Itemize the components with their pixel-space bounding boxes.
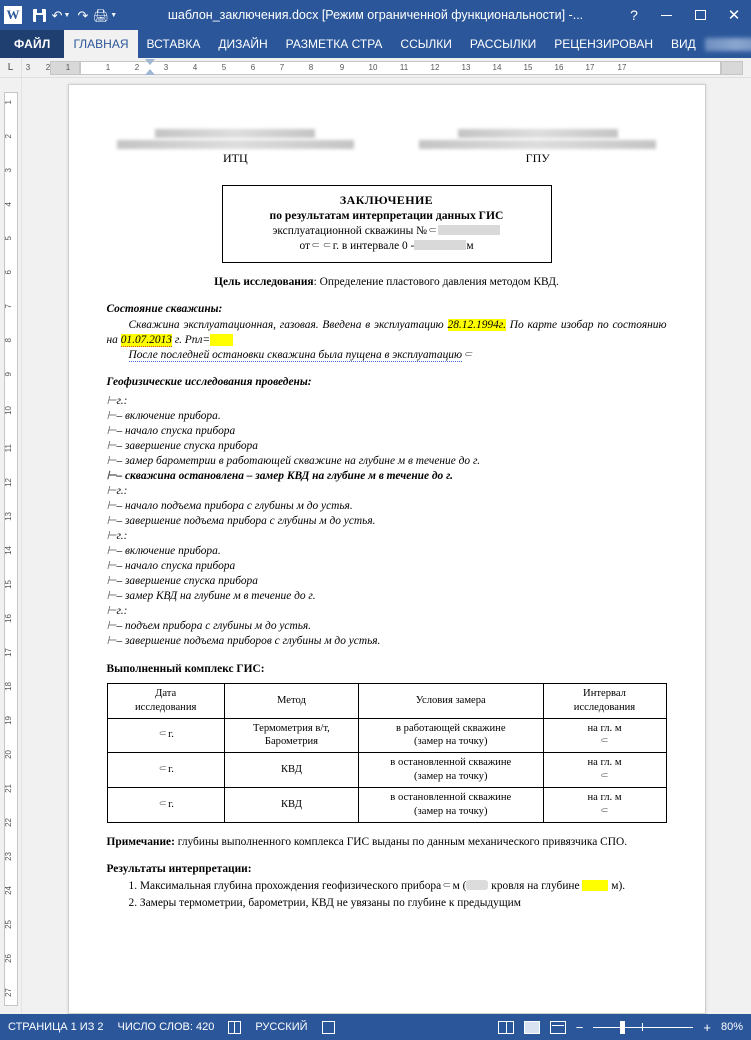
word-count[interactable]: ЧИСЛО СЛОВ: 420 xyxy=(117,1021,215,1033)
ruler-tick: 8 xyxy=(308,63,314,72)
conclusion-box xyxy=(222,185,552,264)
vruler-tick: 20 xyxy=(4,750,13,759)
vruler-tick: 13 xyxy=(4,512,13,521)
document-canvas[interactable] xyxy=(22,78,751,1014)
col-method: Метод xyxy=(224,683,358,718)
tab-review[interactable]: РЕЦЕНЗИРОВАН xyxy=(554,37,654,51)
redacted-well-number xyxy=(438,225,500,235)
vruler-tick: 27 xyxy=(4,988,13,997)
col-date: Дата исследования xyxy=(107,683,224,718)
result-1-text-b: м ( xyxy=(452,880,467,893)
redo-icon[interactable]: ↷ xyxy=(77,7,89,23)
list-item: ⊢г.: xyxy=(106,394,128,407)
print-preview-icon[interactable]: 🖨 ▼ xyxy=(92,7,118,23)
first-line-indent-marker[interactable] xyxy=(145,59,155,65)
cell-interval: на гл. м ⸦ xyxy=(543,753,666,788)
vertical-ruler[interactable] xyxy=(0,78,22,1014)
vruler-tick: 3 xyxy=(4,168,13,173)
account-area xyxy=(705,30,751,58)
note-text: глубины выполненного комплекса ГИС выданы по данным механического привязчика СПО. xyxy=(174,836,628,849)
vruler-tick: 23 xyxy=(4,852,13,861)
ruler-tick: 3 xyxy=(25,63,31,72)
cell-conditions: в работающей скважине (замер на точку) xyxy=(359,718,543,753)
save-icon[interactable] xyxy=(28,3,50,27)
well-state-heading: Состояние скважины: xyxy=(106,303,223,316)
list-item: ⊢– завершение спуска прибора xyxy=(106,575,258,588)
result-1-text-d: м). xyxy=(611,880,626,893)
word-app-icon[interactable]: W xyxy=(0,0,26,30)
note-paragraph xyxy=(107,835,667,850)
list-item: ⊢– начало спуска прибора xyxy=(106,424,236,437)
ruler-tick: 2 xyxy=(45,63,51,72)
vruler-tick: 5 xyxy=(4,236,13,241)
ruler-tick: 15 xyxy=(523,63,533,72)
vruler-tick: 25 xyxy=(4,920,13,929)
document-body xyxy=(0,78,751,1014)
vruler-tick: 11 xyxy=(4,444,13,453)
minimize-button[interactable] xyxy=(649,0,683,30)
tab-insert[interactable]: ВСТАВКА xyxy=(146,37,201,51)
zoom-slider[interactable] xyxy=(593,1021,693,1033)
ruler-tick: 17 xyxy=(617,63,627,72)
field-mark xyxy=(427,225,438,237)
header-left-label: ИТЦ xyxy=(222,151,248,165)
header-right-label: ГПУ xyxy=(525,151,550,165)
list-item: ⊢– замер барометрии в работающей скважине на глубине м в течение до г. xyxy=(106,454,481,467)
tab-stop-selector[interactable]: L xyxy=(0,58,22,77)
state-text-b: По карте изобар по состоянию на xyxy=(106,318,667,346)
col-conditions: Условия замера xyxy=(359,683,543,718)
tab-design[interactable]: ДИЗАЙН xyxy=(218,37,268,51)
close-button[interactable]: ✕ xyxy=(727,6,741,24)
cell-date: ⸦ г. xyxy=(107,753,224,788)
vruler-tick: 10 xyxy=(4,406,13,415)
list-item: ⊢– замер КВД на глубине м в течение до г. xyxy=(106,590,316,603)
from-label: от xyxy=(299,240,310,253)
cell-conditions: в остановленной скважине (замер на точку) xyxy=(359,788,543,823)
vruler-tick: 16 xyxy=(4,614,13,623)
redacted-text xyxy=(117,140,354,149)
interval-label: г. в интервале 0 - xyxy=(332,240,415,253)
read-mode-button[interactable] xyxy=(498,1021,514,1034)
cell-method: КВД xyxy=(224,753,358,788)
col-interval: Интервал исследования xyxy=(543,683,666,718)
well-label: эксплуатационной скважины № xyxy=(272,224,428,237)
highlight-date-1: 28.12.1994г. xyxy=(447,318,506,331)
vruler-tick: 19 xyxy=(4,716,13,725)
tab-file[interactable]: ФАЙЛ xyxy=(0,30,64,58)
vruler-tick: 9 xyxy=(4,372,13,377)
vruler-tick: 4 xyxy=(4,202,13,207)
window-title: шаблон_заключения.docx [Режим ограниченной функциональности] -... xyxy=(167,8,584,22)
list-item: ⊢– завершение подъема прибора с глубины м до устья. xyxy=(106,515,376,528)
list-item: ⊢– начало спуска прибора xyxy=(106,560,236,573)
ruler-tick: 9 xyxy=(339,63,345,72)
highlight-pressure-value xyxy=(210,334,233,346)
tab-page-layout[interactable]: РАЗМЕТКА СТРА xyxy=(285,37,383,51)
ruler-tick: 17 xyxy=(585,63,595,72)
list-item: ⊢– завершение подъема приборов с глубины м до устья. xyxy=(106,635,381,648)
ruler-tick: 6 xyxy=(250,63,256,72)
highlight-date-2: 01.07.2013 xyxy=(120,333,172,346)
goal-text: : Определение пластового давления методом КВД. xyxy=(313,276,559,289)
vruler-tick: 1 xyxy=(4,100,13,105)
ruler-row xyxy=(0,58,751,78)
cell-interval: на гл. м ⸦ xyxy=(543,788,666,823)
geophysics-heading: Геофизические исследования проведены: xyxy=(106,375,312,388)
list-item: ⊢г.: xyxy=(106,530,128,543)
status-bar xyxy=(0,1014,751,1040)
maximize-button[interactable] xyxy=(683,0,717,30)
document-header-row xyxy=(107,129,667,167)
tab-references[interactable]: ССЫЛКИ xyxy=(400,37,452,51)
list-item: ⊢– включение прибора. xyxy=(106,545,221,558)
ruler-tick: 10 xyxy=(368,63,378,72)
list-item: ⊢г.: xyxy=(106,485,128,497)
ruler-tick: 14 xyxy=(492,63,502,72)
note-label: Примечание: xyxy=(106,836,175,849)
table-row xyxy=(107,788,666,823)
ruler-tick: 1 xyxy=(65,63,71,72)
ruler-tick: 12 xyxy=(430,63,440,72)
table-row xyxy=(107,753,666,788)
list-item: ⊢г.: xyxy=(106,605,128,618)
ruler-tick: 11 xyxy=(399,63,409,72)
redacted-depth xyxy=(414,240,466,250)
gis-complex-heading: Выполненный комплекс ГИС: xyxy=(106,662,265,675)
list-item: ⊢– подъем прибора с глубины м до устья. xyxy=(106,620,312,633)
geophysics-bullet-list xyxy=(107,394,667,650)
cell-method: КВД xyxy=(224,788,358,823)
redacted-text xyxy=(419,140,656,149)
vruler-tick: 24 xyxy=(4,886,13,895)
well-state-paragraph-2 xyxy=(107,348,667,363)
hanging-indent-marker[interactable] xyxy=(145,69,155,75)
ruler-tick: 5 xyxy=(221,63,227,72)
list-item: ⊢– завершение спуска прибора xyxy=(106,439,258,452)
quick-access-toolbar xyxy=(26,0,116,30)
ruler-tick: 13 xyxy=(461,63,471,72)
zoom-in-button[interactable]: + xyxy=(703,1019,711,1035)
vruler-tick: 17 xyxy=(4,648,13,657)
result-1-text-c: кровля на глубине xyxy=(491,880,580,893)
results-heading: Результаты интерпретации: xyxy=(106,863,252,876)
tab-mailings[interactable]: РАССЫЛКИ xyxy=(469,37,537,51)
vruler-tick: 8 xyxy=(4,338,13,343)
result-item-2: 2. Замеры термометрии, барометрии, КВД не увязаны по глубине к предыдущим xyxy=(128,897,521,910)
conclusion-subtitle: по результатам интерпретации данных ГИС xyxy=(269,209,504,223)
ruler-tick: 1 xyxy=(105,63,111,72)
cell-conditions: в остановленной скважине (замер на точку) xyxy=(359,753,543,788)
status-right-group xyxy=(498,1021,743,1034)
vruler-tick: 21 xyxy=(4,784,13,793)
gis-table xyxy=(107,683,667,824)
cell-method: Термометрия в/т, Барометрия xyxy=(224,718,358,753)
goal-label: Цель исследования xyxy=(214,276,314,289)
ribbon-tab-bar xyxy=(0,30,751,58)
undo-icon[interactable]: ↶ ▼ xyxy=(51,7,71,23)
account-name-redacted xyxy=(705,38,751,51)
cell-date: ⸦ г. xyxy=(107,718,224,753)
field-mark xyxy=(310,240,321,252)
redacted-value xyxy=(466,880,488,890)
ruler-tick: 16 xyxy=(554,63,564,72)
conclusion-title: ЗАКЛЮЧЕНИЕ xyxy=(339,192,434,207)
zoom-out-button[interactable]: − xyxy=(575,1019,584,1035)
field-mark xyxy=(321,240,332,252)
cell-date: ⸦ г. xyxy=(107,788,224,823)
conclusion-well-line xyxy=(231,224,543,239)
ruler-tick: 4 xyxy=(192,63,198,72)
horizontal-ruler[interactable] xyxy=(22,58,751,77)
meters-label: м xyxy=(466,240,474,253)
document-page[interactable] xyxy=(68,84,706,1014)
result-1-text-a: 1. Максимальная глубина прохождения геофизического прибора xyxy=(128,880,442,893)
vruler-tick: 26 xyxy=(4,954,13,963)
ruler-tick: 7 xyxy=(279,63,285,72)
window-controls xyxy=(619,0,751,30)
ruler-tick: 3 xyxy=(163,63,169,72)
list-item: ⊢– начало подъема прибора с глубины м до устья. xyxy=(106,500,353,513)
list-item: ⊢– включение прибора. xyxy=(106,409,221,422)
ruler-ticks xyxy=(22,61,751,75)
vruler-tick: 14 xyxy=(4,546,13,555)
list-item: ⊢– скважина остановлена – замер КВД на глубине м в течение до г. xyxy=(106,469,453,482)
vruler-tick: 7 xyxy=(4,304,13,309)
field-mark xyxy=(462,349,473,361)
web-layout-button[interactable] xyxy=(550,1021,566,1034)
header-left-block xyxy=(107,129,365,167)
vruler-tick: 2 xyxy=(4,134,13,139)
state-text-2: После последней остановки скважина была пущена в эксплуатацию xyxy=(128,348,462,361)
tab-home[interactable]: ГЛАВНАЯ xyxy=(64,30,137,58)
vruler-tick: 15 xyxy=(4,580,13,589)
tab-view[interactable]: ВИД xyxy=(671,37,696,51)
well-state-paragraph-1 xyxy=(107,318,667,348)
vruler-tick: 12 xyxy=(4,478,13,487)
redacted-text xyxy=(458,129,618,138)
macro-icon[interactable] xyxy=(322,1021,335,1034)
redacted-text xyxy=(155,129,315,138)
highlight-depth-value xyxy=(582,880,608,891)
proofing-icon[interactable] xyxy=(228,1021,241,1034)
language-indicator[interactable]: РУССКИЙ xyxy=(255,1021,308,1033)
print-layout-button[interactable] xyxy=(524,1021,540,1034)
result-item-1 xyxy=(107,879,667,894)
vruler-tick: 6 xyxy=(4,270,13,275)
vruler-tick: 18 xyxy=(4,682,13,691)
state-text-a: Скважина эксплуатационная, газовая. Введена в эксплуатацию xyxy=(128,318,448,331)
zoom-level[interactable]: 80% xyxy=(720,1021,743,1033)
conclusion-interval-line xyxy=(231,239,543,254)
help-icon[interactable]: ? xyxy=(630,7,638,23)
ruler-tick: 2 xyxy=(134,63,140,72)
vruler-tick: 22 xyxy=(4,818,13,827)
cell-interval: на гл. м ⸦ xyxy=(543,718,666,753)
goal-line xyxy=(107,275,667,290)
page-indicator[interactable]: СТРАНИЦА 1 ИЗ 2 xyxy=(8,1021,104,1033)
table-row xyxy=(107,718,666,753)
table-header-row xyxy=(107,683,666,718)
state-text-c: г. Рпл= xyxy=(171,333,211,346)
title-bar xyxy=(0,0,751,30)
header-right-block xyxy=(409,129,667,167)
